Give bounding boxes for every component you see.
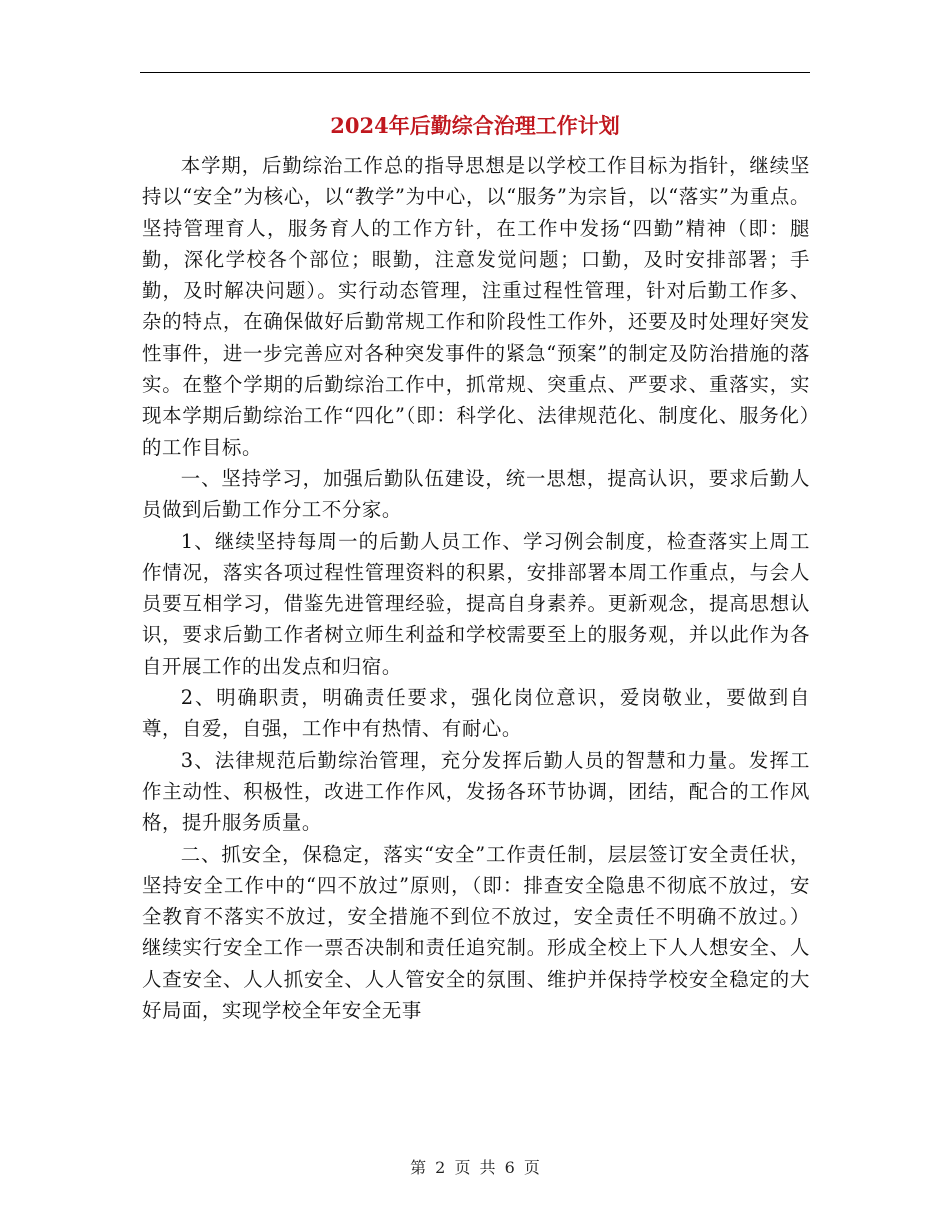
paragraph-item-3: 3、法律规范后勤综治管理，充分发挥后勤人员的智慧和力量。发挥工作主动性、积极性，改进工作作风，发扬各环节协调，团结，配合的工作风格，提升服务质量。 xyxy=(142,748,810,835)
header-rule xyxy=(140,72,810,73)
paragraph-item-2: 2、明确职责，明确责任要求，强化岗位意识，爱岗敬业，要做到自尊，自爱，自强，工作中有热情、有耐心。 xyxy=(142,686,810,741)
document-title: 2024年后勤综合治理工作计划 xyxy=(330,113,620,138)
paragraph-section-1: 一、坚持学习，加强后勤队伍建设，统一思想，提高认识，要求后勤人员做到后勤工作分工不分家。 xyxy=(142,466,810,522)
page-number-footer: 第 2 页 共 6 页 xyxy=(410,1158,540,1177)
document-body xyxy=(142,150,810,1026)
paragraph-intro: 本学期，后勤综治工作总的指导思想是以学校工作目标为指针，继续坚持以“安全”为核心，以“教学”为中心，以“服务”为宗旨，以“落实”为重点。坚持管理育人，服务育人的工作方针，在工作中发扬“四勤”精神（即：腿勤，深化学校各个部位；眼勤，注意发觉问题；口勤，及时安排部署；手勤，及时解决问题）。实行动态管理，注重过程性管理，针对后勤工作多、杂的特点，在确保做好后勤常规工作和阶段性工作外，还要及时处理好突发性事件，进一步完善应对各种突发事件的紧急“预案”的制定及防治措施的落实。在整个学期的后勤综治工作中，抓常规、突重点、严要求、重落实，实现本学期后勤综治工作“四化”（即：科学化、法律规范化、制度化、服务化）的工作目标。 xyxy=(142,154,810,459)
paragraph-section-2: 二、抓安全，保稳定，落实“安全”工作责任制，层层签订安全责任状，坚持安全工作中的“四不放过”原则，（即：排查安全隐患不彻底不放过，安全教育不落实不放过，安全措施不到位不放过，安全责任不明确不放过。）继续实行安全工作一票否决制和责任追究制。形成全校上下人人想安全、人人查安全、人人抓安全、人人管安全的氛围、维护并保持学校安全稳定的大好局面，实现学校全年安全无事 xyxy=(142,842,810,1023)
paragraph-item-1: 1、继续坚持每周一的后勤人员工作、学习例会制度，检查落实上周工作情况，落实各项过程性管理资料的积累，安排部署本周工作重点，与会人员要互相学习，借鉴先进管理经验，提高自身素养。更新观念，提高思想认识，要求后勤工作者树立师生利益和学校需要至上的服务观，并以此作为各自开展工作的出发点和归宿。 xyxy=(142,529,810,678)
